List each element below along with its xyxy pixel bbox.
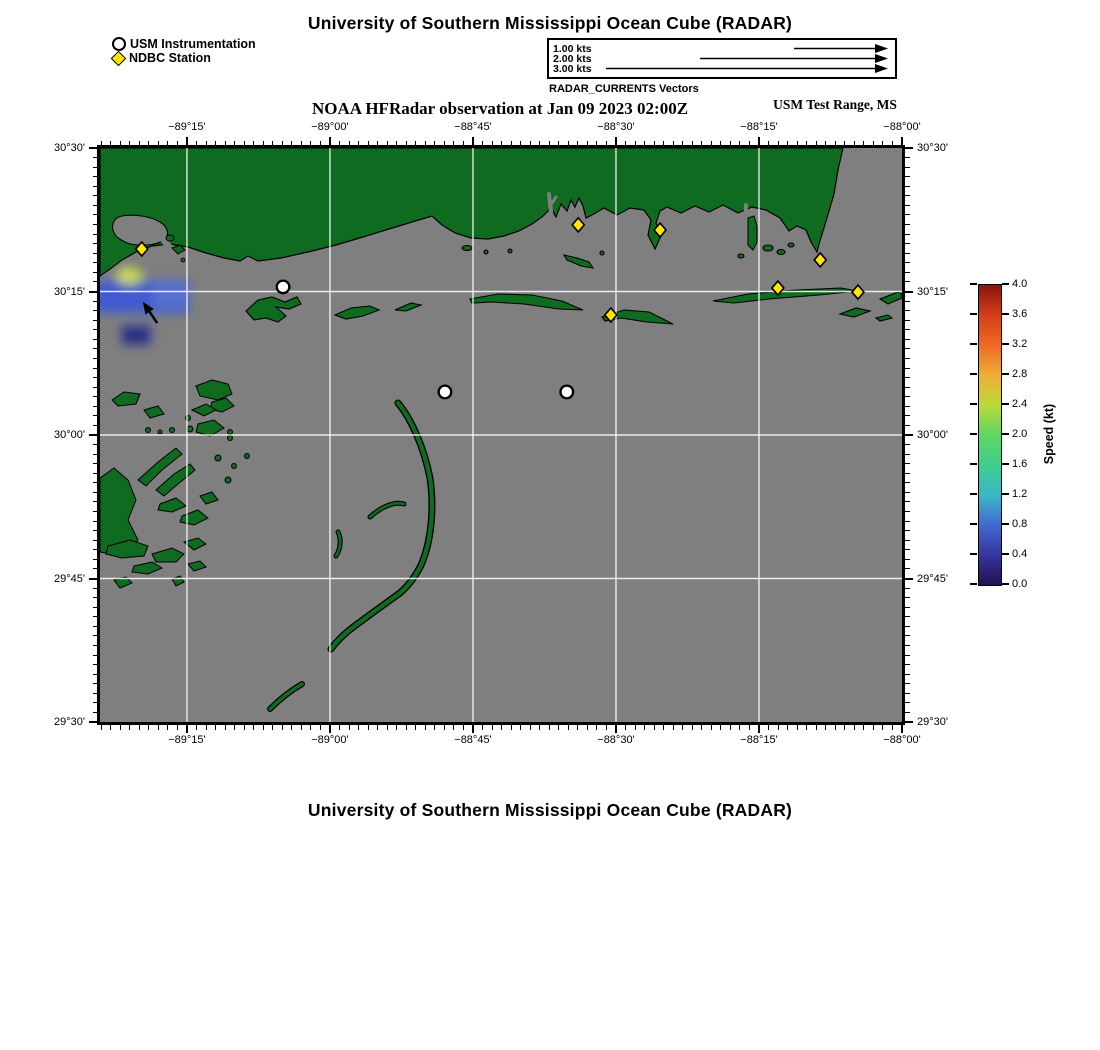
axis-tick — [110, 725, 111, 730]
axis-tick — [905, 693, 910, 694]
axis-tick — [905, 262, 910, 263]
axis-tick — [905, 406, 910, 407]
vector-scale-label-2: 2.00 kts — [553, 53, 592, 65]
axis-tick — [215, 725, 216, 730]
axis-tick — [329, 137, 331, 145]
axis-tick — [873, 725, 874, 730]
axis-tick — [905, 578, 913, 580]
colorbar-label: 1.2 — [1012, 487, 1028, 500]
colorbar-tick — [1002, 433, 1009, 435]
axis-tick — [225, 725, 226, 730]
axis-tick — [272, 725, 273, 730]
axis-tick — [577, 725, 578, 730]
colorbar-label: 2.4 — [1012, 397, 1028, 410]
axis-tick — [901, 137, 903, 145]
page-title: University of Southern Mississippi Ocean Cube (RADAR) — [307, 13, 793, 33]
axis-tick — [425, 725, 426, 730]
usm-station-marker — [439, 386, 452, 399]
axis-tick — [905, 463, 910, 464]
axis-tick — [905, 616, 910, 617]
colorbar-tick — [1002, 283, 1009, 285]
axis-tick — [905, 626, 910, 627]
axis-tick — [692, 725, 693, 730]
land-chandeleur-arc — [270, 403, 432, 709]
colorbar-tick — [970, 583, 977, 585]
axis-tick — [905, 291, 913, 293]
colorbar-tick — [970, 343, 977, 345]
vector-scale-label-3: 3.00 kts — [553, 63, 592, 75]
x-axis-label-bottom: −89°15' — [168, 734, 206, 746]
axis-tick — [758, 137, 760, 145]
colorbar-label: 0.0 — [1012, 577, 1028, 590]
axis-tick — [835, 725, 836, 730]
axis-tick — [339, 725, 340, 730]
axis-tick — [905, 588, 910, 589]
colorbar-title: Speed (kt) — [1042, 403, 1056, 465]
y-axis-label-left: 29°45' — [54, 572, 85, 585]
axis-tick — [415, 725, 416, 730]
usm-station-marker — [560, 386, 573, 399]
colorbar-tick — [970, 433, 977, 435]
x-axis-label-bottom: −88°00' — [883, 734, 921, 746]
y-axis-label-left: 29°30' — [54, 716, 85, 728]
y-axis-label-right: 29°45' — [917, 572, 948, 585]
axis-tick — [139, 725, 140, 730]
axis-tick — [905, 655, 910, 656]
colorbar-tick — [1002, 373, 1009, 375]
axis-tick — [901, 725, 903, 733]
axis-tick — [758, 725, 760, 733]
axis-tick — [905, 721, 913, 723]
axis-tick — [711, 725, 712, 730]
axis-tick — [905, 635, 910, 636]
axis-tick — [905, 147, 913, 149]
vector-scale-box — [547, 38, 897, 79]
x-axis-label-top: −88°45' — [454, 121, 492, 133]
axis-tick — [905, 559, 910, 560]
colorbar-tick — [1002, 343, 1009, 345]
axis-tick — [905, 521, 910, 522]
ndbc-station-marker — [852, 285, 864, 299]
axis-tick — [482, 725, 483, 730]
axis-tick — [905, 434, 913, 436]
axis-tick — [253, 725, 254, 730]
y-axis-label-right: 30°00' — [917, 429, 948, 441]
colorbar-label: 1.6 — [1012, 457, 1028, 470]
bottom-title: University of Southern Mississippi Ocean Cube (RADAR) — [307, 800, 793, 820]
axis-tick — [644, 725, 645, 730]
axis-tick — [905, 195, 910, 196]
axis-tick — [186, 725, 188, 733]
axis-tick — [568, 725, 569, 730]
colorbar-label: 3.6 — [1012, 307, 1028, 320]
axis-tick — [905, 253, 910, 254]
axis-tick — [244, 725, 245, 730]
axis-tick — [806, 725, 807, 730]
axis-tick — [148, 725, 149, 730]
axis-tick — [167, 725, 168, 730]
axis-tick — [905, 511, 910, 512]
axis-tick — [501, 725, 502, 730]
axis-tick — [310, 725, 311, 730]
axis-tick — [905, 281, 910, 282]
axis-tick — [654, 725, 655, 730]
axis-tick — [329, 725, 331, 733]
axis-tick — [406, 725, 407, 730]
axis-tick — [905, 501, 910, 502]
x-axis-label-top: −88°30' — [597, 121, 635, 133]
axis-tick — [129, 725, 130, 730]
colorbar-tick — [1002, 463, 1009, 465]
map-legend — [112, 37, 256, 65]
y-axis-label-left: 30°30' — [54, 142, 85, 154]
axis-tick — [358, 725, 359, 730]
axis-tick — [472, 137, 474, 145]
axis-tick — [797, 725, 798, 730]
axis-tick — [291, 725, 292, 730]
axis-tick — [787, 725, 788, 730]
x-axis-label-bottom: −88°15' — [740, 734, 778, 746]
axis-tick — [905, 645, 910, 646]
axis-tick — [905, 358, 910, 359]
axis-tick — [368, 725, 369, 730]
axis-tick — [778, 725, 779, 730]
axis-tick — [387, 725, 388, 730]
y-axis-label-left: 30°15' — [54, 285, 85, 298]
axis-tick — [905, 310, 910, 311]
axis-tick — [463, 725, 464, 730]
colorbar-tick — [970, 313, 977, 315]
colorbar-tick — [1002, 523, 1009, 525]
axis-tick — [89, 721, 97, 723]
axis-tick — [377, 725, 378, 730]
axis-tick — [905, 415, 910, 416]
axis-tick — [89, 291, 97, 293]
axis-tick — [558, 725, 559, 730]
observation-title: NOAA HFRadar observation at Jan 09 2023 02:00Z — [311, 99, 689, 118]
x-axis-label-bottom: −89°00' — [311, 734, 349, 746]
axis-tick — [606, 725, 607, 730]
axis-tick — [682, 725, 683, 730]
ndbc-diamond-icon — [111, 50, 127, 66]
axis-tick — [196, 725, 197, 730]
axis-tick — [635, 725, 636, 730]
x-axis-label-bottom: −88°45' — [454, 734, 492, 746]
colorbar-label: 4.0 — [1012, 277, 1028, 290]
axis-tick — [186, 137, 188, 145]
colorbar-label: 2.0 — [1012, 427, 1028, 440]
axis-tick — [905, 549, 910, 550]
colorbar-tick — [970, 523, 977, 525]
axis-tick — [749, 725, 750, 730]
axis-tick — [905, 329, 910, 330]
x-axis-label-top: −89°15' — [168, 121, 206, 133]
axis-tick — [905, 205, 910, 206]
axis-tick — [905, 320, 910, 321]
axis-tick — [905, 473, 910, 474]
axis-tick — [905, 712, 910, 713]
axis-tick — [905, 482, 910, 483]
colorbar-label: 0.8 — [1012, 517, 1028, 530]
axis-tick — [905, 243, 910, 244]
axis-tick — [89, 147, 97, 149]
axis-tick — [89, 578, 97, 580]
axis-tick — [905, 176, 910, 177]
axis-tick — [905, 167, 910, 168]
axis-tick — [905, 568, 910, 569]
axis-tick — [905, 492, 910, 493]
colorbar-label: 3.2 — [1012, 337, 1028, 350]
x-axis-label-bottom: −88°30' — [597, 734, 635, 746]
axis-tick — [587, 725, 588, 730]
x-axis-label-top: −89°00' — [311, 121, 349, 133]
axis-tick — [905, 272, 910, 273]
legend-label: NDBC Station — [129, 51, 211, 65]
axis-tick — [663, 725, 664, 730]
axis-tick — [206, 725, 207, 730]
vector-scale-caption: RADAR_CURRENTS Vectors — [549, 83, 699, 95]
colorbar-tick — [970, 493, 977, 495]
colorbar-label: 2.8 — [1012, 367, 1028, 380]
axis-tick — [905, 377, 910, 378]
axis-tick — [905, 444, 910, 445]
y-axis-label-right: 30°15' — [917, 285, 948, 298]
axis-tick — [905, 674, 910, 675]
axis-tick — [492, 725, 493, 730]
axis-tick — [549, 725, 550, 730]
axis-tick — [905, 683, 910, 684]
legend-item-ndbc — [112, 51, 256, 65]
axis-tick — [905, 597, 910, 598]
axis-tick — [625, 725, 626, 730]
axis-tick — [234, 725, 235, 730]
axis-tick — [863, 725, 864, 730]
axis-tick — [434, 725, 435, 730]
ndbc-station-marker — [814, 253, 826, 267]
axis-tick — [905, 530, 910, 531]
axis-tick — [320, 725, 321, 730]
axis-tick — [882, 725, 883, 730]
axis-tick — [905, 425, 910, 426]
axis-tick — [101, 725, 102, 730]
legend-label: USM Instrumentation — [130, 37, 256, 51]
x-axis-label-top: −88°15' — [740, 121, 778, 133]
axis-tick — [301, 725, 302, 730]
axis-tick — [905, 339, 910, 340]
axis-tick — [739, 725, 740, 730]
y-axis-label-right: 29°30' — [917, 716, 948, 728]
axis-tick — [905, 234, 910, 235]
axis-tick — [816, 725, 817, 730]
speed-colorbar — [978, 284, 1002, 586]
axis-tick — [730, 725, 731, 730]
axis-tick — [905, 224, 910, 225]
axis-tick — [905, 664, 910, 665]
axis-tick — [905, 301, 910, 302]
axis-tick — [768, 725, 769, 730]
colorbar-tick — [1002, 313, 1009, 315]
axis-tick — [905, 607, 910, 608]
colorbar-tick — [970, 373, 977, 375]
colorbar-tick — [1002, 583, 1009, 585]
colorbar-tick — [1002, 403, 1009, 405]
axis-tick — [453, 725, 454, 730]
y-axis-label-left: 30°00' — [54, 429, 85, 441]
axis-tick — [444, 725, 445, 730]
usm-station-marker — [277, 281, 290, 294]
map-canvas[interactable] — [97, 145, 905, 725]
colorbar-tick — [970, 403, 977, 405]
axis-tick — [905, 157, 910, 158]
colorbar-tick — [970, 463, 977, 465]
axis-tick — [539, 725, 540, 730]
axis-tick — [89, 434, 97, 436]
colorbar-label: 0.4 — [1012, 547, 1028, 560]
axis-tick — [615, 137, 617, 145]
axis-tick — [905, 348, 910, 349]
land-mainland — [100, 148, 843, 276]
axis-tick — [158, 725, 159, 730]
colorbar-tick — [1002, 493, 1009, 495]
region-label: USM Test Range, MS — [773, 97, 897, 112]
axis-tick — [905, 702, 910, 703]
axis-tick — [905, 214, 910, 215]
land-marsh — [100, 380, 250, 588]
vector-scale-label-1: 1.00 kts — [553, 43, 592, 55]
axis-tick — [511, 725, 512, 730]
axis-tick — [120, 725, 121, 730]
colorbar-tick — [970, 553, 977, 555]
y-axis-label-right: 30°30' — [917, 142, 948, 154]
axis-tick — [596, 725, 597, 730]
axis-tick — [905, 396, 910, 397]
axis-tick — [905, 454, 910, 455]
ndbc-station-marker — [572, 218, 584, 232]
axis-tick — [349, 725, 350, 730]
coastal-map — [100, 148, 902, 722]
axis-tick — [177, 725, 178, 730]
axis-tick — [854, 725, 855, 730]
axis-tick — [905, 540, 910, 541]
axis-tick — [520, 725, 521, 730]
colorbar-tick — [970, 283, 977, 285]
axis-tick — [892, 725, 893, 730]
axis-tick — [396, 725, 397, 730]
colorbar-tick — [1002, 553, 1009, 555]
axis-tick — [825, 725, 826, 730]
axis-tick — [905, 186, 910, 187]
land-islands — [246, 243, 902, 324]
axis-tick — [701, 725, 702, 730]
axis-tick — [905, 387, 910, 388]
legend-item-usm — [112, 37, 256, 51]
axis-tick — [844, 725, 845, 730]
vector-scale-arrows — [549, 40, 895, 77]
axis-tick — [472, 725, 474, 733]
x-axis-label-top: −88°00' — [883, 121, 921, 133]
axis-tick — [263, 725, 264, 730]
axis-tick — [673, 725, 674, 730]
axis-tick — [615, 725, 617, 733]
axis-tick — [905, 368, 910, 369]
usm-circle-icon — [112, 37, 126, 51]
axis-tick — [720, 725, 721, 730]
axis-tick — [530, 725, 531, 730]
axis-tick — [282, 725, 283, 730]
